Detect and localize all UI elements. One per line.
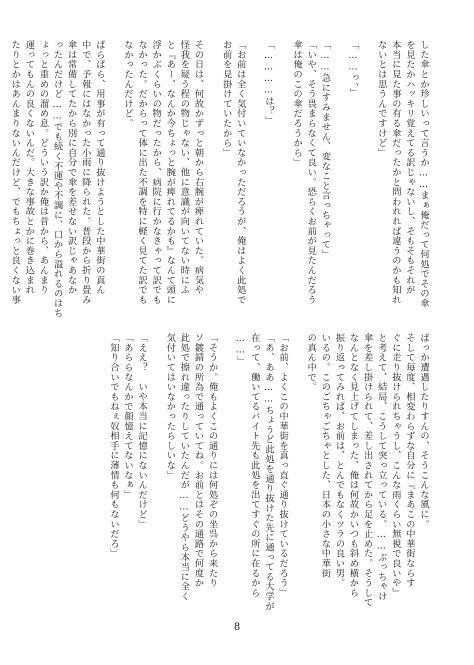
text-line: の真ん中で。	[305, 333, 317, 392]
text-line: ょっと重めの溜め息。どういう訳か俺は昔から、あんまり	[37, 40, 49, 295]
text-line: なかった。だからって体に出た不調を特に軽く見てた訳でも	[136, 40, 148, 305]
text-line: ったんだけど……でも続く不運や不調に、口から溢れるのはち	[51, 40, 63, 318]
text-line: した傘とか珍しいって言うか……まぁ俺だって何処でその傘	[418, 40, 429, 309]
text-line: 「……っ、」	[347, 40, 359, 98]
text-line: お前を見掛けていたから」	[220, 40, 232, 158]
text-line: 中で、予報にはなかった小雨に降られた。普段から折り畳み	[79, 40, 91, 305]
text-line	[148, 333, 162, 611]
text-line: 「…………は？」	[262, 40, 274, 126]
text-line: 怪我を疑う程の物じゃない、他に意識が向いてない時にふ	[178, 40, 190, 295]
top-text-block	[9, 40, 430, 318]
text-line: いるの。このごちゃごちゃとした、日本の小さな中華街	[319, 333, 331, 578]
text-line: 振り返ってみれば、お前は、とんでもなくツラの良い男。	[333, 333, 345, 588]
text-line: なかったんだけど。	[122, 40, 134, 129]
text-line	[106, 40, 120, 310]
text-line: 此処で擦れ違ったりしていたんだが……どうやら本当に全く	[178, 333, 190, 602]
text-line: 「お前、よくこの中華街を真っ直ぐ通り抜けているだろう」	[277, 333, 289, 598]
text-line: 「お前は全く気付いていなかっただろうが、俺はよく此処で	[234, 40, 246, 305]
text-line: 「ええ？ いや本当に記憶にないんだけど」	[136, 333, 148, 529]
text-line: たりとかはあんまりないんだけど、でもちょっと良くない事	[9, 40, 21, 305]
text-line	[247, 40, 261, 310]
text-line: ぱらぱら、用事が有って通り抜けようとした中華街の真ん	[93, 40, 105, 295]
text-line: と『あー、なんか今ちょっと腕が痺れてるかも』なんて頭に	[164, 40, 176, 305]
text-line	[205, 40, 219, 310]
page-number: 8	[233, 622, 241, 633]
text-line: 「いや、そう畏まらなくて良い。恐らくお前が見たんだろう	[305, 40, 317, 305]
text-line: と考えて、結局、こうして突っ立っている。……ぶっちゃけ	[375, 333, 387, 602]
bottom-text-block	[40, 333, 430, 611]
text-line: 「……急にすみません、変なこと言っちゃって」	[319, 40, 331, 260]
text-line: 「あららなんかで顔憶えてないなぁ」	[122, 333, 134, 500]
text-line: 運ってもんの良くないんだ。大きな事故とかに巻き込まれ	[23, 40, 35, 295]
text-line: 「そうか。俺もよくこの通りには何処ぞの坐呉から来たり	[206, 333, 218, 588]
text-line: ないとは思うんですけど」	[375, 40, 387, 158]
text-line: 気付いてはいなかったらしいな」	[164, 333, 176, 480]
text-line: 傘は常備してたから別に自分で傘を差せない訳じゃあなか	[65, 40, 77, 295]
text-line: ……」	[234, 333, 246, 366]
text-line: 本当に見た事の有る傘だったかと問われれば違うのかも知れ	[389, 40, 401, 305]
text-line: ソ鍍錆の所為で通っていてね。お前とはその通路で何度か	[192, 333, 204, 588]
text-line	[275, 40, 289, 310]
text-line	[331, 40, 345, 310]
text-line: ばっか遭遇したりすんの、そうこんな風に。	[418, 333, 429, 529]
text-line	[289, 333, 303, 611]
text-line	[219, 333, 233, 611]
text-line: 浮かぶくらいの物だったから、病院に行かなきゃって訳でも	[150, 40, 162, 305]
text-line: 傘を差し掛けられて、差し出されてから足を止めた。そうして	[361, 333, 373, 608]
text-line: なんとなく見上げてしまった、俺は何故かいつも斜め横から	[347, 333, 359, 598]
text-line: そして毎度、相変わらずな自分に『まあこの中華街ならす	[403, 333, 415, 588]
text-line: を見たかハッキリ覚えてる訳じゃないし、そもそもそれが	[403, 40, 415, 295]
text-line: ぐに走り抜けられちゃうし、こんな雨くらい無視で良いや』	[389, 333, 401, 598]
text-line: その日は、何故かずっと朝から右腕が痺れていた。病気や	[192, 40, 204, 295]
text-line	[360, 40, 374, 310]
text-line: 「知り合いでもねぇ奴相手に薄情も何もないだろ」	[107, 333, 119, 559]
text-line: 「あ、ああ……ちょうど此処を通り抜けた先に通ってる大学が	[262, 333, 274, 611]
text-line: 傘は俺のこの傘だろうから」	[291, 40, 303, 168]
text-line: 在って、働いてるバイト先も此処を出てすぐの所に在るから	[248, 333, 260, 598]
